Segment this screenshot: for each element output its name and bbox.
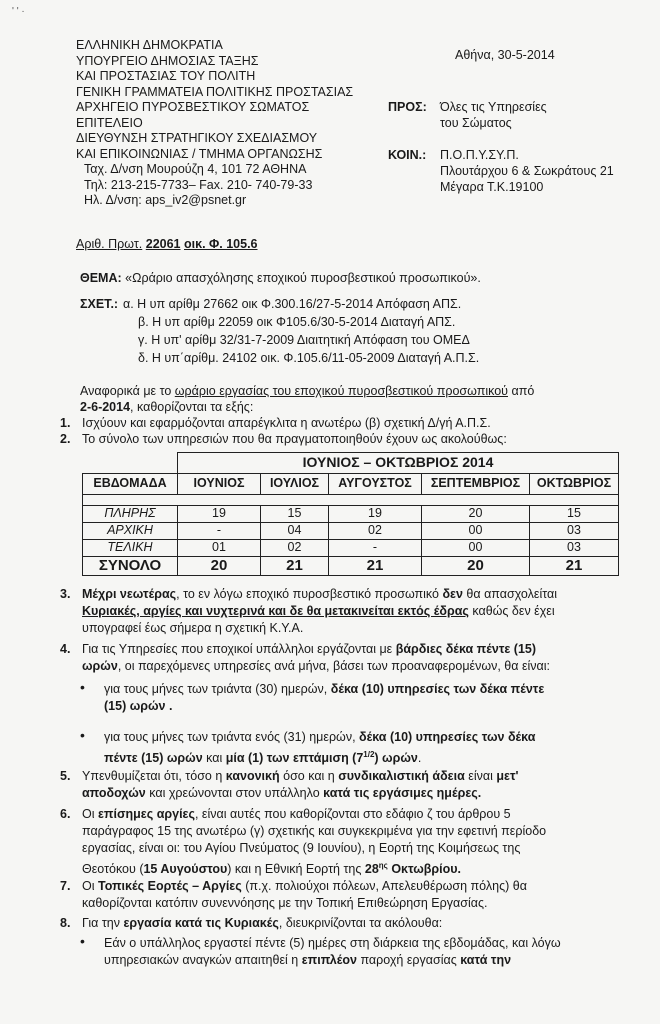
text-run: παροχή εργασίας [360, 953, 457, 967]
pros-line: του Σώματος [440, 116, 512, 130]
related-item: α. Η υπ αρίθμ 27662 οικ Φ.300.16/27-5-2014 Απόφαση ΑΠΣ. [123, 297, 462, 311]
related-label: ΣΧΕΤ.: [80, 297, 119, 311]
month-header: ΑΥΓΟΥΣΤΟΣ [329, 474, 422, 495]
table-cell: - [329, 540, 422, 557]
subject-text: «Ωράριο απασχόλησης εποχικού πυροσβεστικού προσωπικού». [125, 271, 481, 285]
text-run: κατά την [460, 953, 512, 967]
paragraph-line: υπογραφεί έως σήμερα η σχετική Κ.Υ.Α. [82, 621, 304, 635]
subject [80, 271, 481, 287]
text-run: συνδικαλιστική άδεια [338, 769, 465, 783]
text-run: όσο και η [283, 769, 335, 783]
intro-line [80, 400, 253, 416]
table-cell: 19 [329, 506, 422, 523]
paragraph-line: παράγραφος 15 της ανωτέρω (γ) σχετικής και συγκεκριμένα για την εφετινή περίοδο [82, 824, 547, 838]
paragraph-line [82, 858, 461, 878]
text-run: για τους μήνες των τριάντα (30) ημερών, [104, 682, 328, 696]
text-run: είναι [468, 769, 493, 783]
text-run: αποδοχών [82, 786, 146, 800]
text-run: θα απασχολείται [466, 587, 557, 601]
text-run: Οι [82, 807, 95, 821]
paragraph-number: 3. [60, 587, 71, 601]
table-cell: 03 [530, 540, 619, 557]
header-line: ΥΠΟΥΡΓΕΙΟ ΔΗΜΟΣΙΑΣ ΤΑΞΗΣ [76, 53, 259, 68]
paragraph-number: 6. [60, 807, 71, 821]
text-run: δέκα (10) υπηρεσίες των δέκα [359, 730, 536, 744]
bullet-icon: • [80, 727, 85, 743]
email-address: Ηλ. Δ/νση: aps_iv2@psnet.gr [84, 193, 247, 207]
place-date: Αθήνα, 30-5-2014 [455, 48, 555, 62]
text-run: Για τις Υπηρεσίες που εποχικοί υπάλληλοι εργάζονται με [82, 642, 393, 656]
text-run: Θεοτόκου ( [82, 862, 144, 877]
text-run: μία (1) των επτάμιση (7 [225, 751, 364, 766]
total-label: ΣΥΝΟΛΟ [83, 557, 178, 576]
total-cell: 21 [261, 557, 329, 576]
text-run: Κυριακές, αργίες και νυχτερινά και δε θα μετακινείται εκτός έδρας [82, 604, 469, 618]
paragraph-line [104, 730, 535, 746]
header-line: ΓΕΝΙΚΗ ΓΡΑΜΜΑΤΕΙΑ ΠΟΛΙΤΙΚΗΣ ΠΡΟΣΤΑΣΙΑΣ [76, 84, 354, 99]
table-cell: 15 [261, 506, 329, 523]
month-header: ΙΟΥΝΙΟΣ [178, 474, 261, 495]
schedule-table [82, 452, 619, 576]
paragraph-line [82, 604, 555, 620]
text-run: ης [378, 861, 388, 870]
text-run: δεν [442, 587, 463, 601]
phone-fax: Τηλ: 213-215-7733– Fax. 210- 740-79-33 [84, 177, 313, 192]
spacer-row [83, 495, 619, 506]
period-header: ΙΟΥΝΙΟΣ – ΟΚΤΩΒΡΙΟΣ 2014 [178, 453, 619, 474]
paragraph-line [82, 786, 481, 802]
protocol-value: 22061 [145, 237, 181, 251]
text-run: επίσημες αργίες [97, 807, 195, 821]
total-cell: 21 [329, 557, 422, 576]
text-run: Οκτωβρίου. [391, 862, 462, 877]
table-cell: 02 [329, 523, 422, 540]
week-header: ΕΒΔΟΜΑΔΑ [83, 474, 178, 495]
text-run: υπηρεσιακών αναγκών απαιτηθεί η [104, 953, 299, 967]
paragraph-line [82, 659, 550, 675]
paragraph-line [82, 769, 519, 785]
paragraph-line [104, 953, 511, 969]
row-label: ΑΡΧΙΚΗ [83, 523, 178, 540]
subject-label: ΘΕΜΑ: [80, 271, 122, 285]
koin-line: Π.Ο.Π.Υ.ΣΥ.Π. [440, 148, 519, 162]
empty-cell [83, 453, 178, 474]
intro-text: , καθορίζονται τα εξής: [130, 400, 254, 414]
header-line: ΕΛΛΗΝΙΚΗ ΔΗΜΟΚΡΑΤΙΑ [76, 38, 223, 52]
paragraph-number: 7. [60, 879, 71, 893]
paragraph-line [82, 916, 442, 932]
table-cell: 00 [422, 523, 530, 540]
koin-line: Πλουτάρχου 6 & Σωκράτους 21 [440, 164, 614, 178]
intro-text: από [511, 384, 535, 398]
paragraph-line [104, 747, 421, 767]
header-line: ΕΠΙΤΕΛΕΙΟ [76, 115, 143, 130]
paragraph-number: 1. [60, 416, 71, 430]
bullet-icon: • [80, 679, 85, 695]
text-run: 1/2 [363, 750, 375, 759]
paragraph-line [82, 879, 527, 895]
table-cell: 19 [178, 506, 261, 523]
pros-line: Όλες τις Υπηρεσίες [440, 100, 547, 114]
text-run: , είναι αυτές που καθορίζονται στο εδάφιο ζ του άρθρου 5 [194, 807, 511, 821]
paragraph-number: 8. [60, 916, 71, 930]
scan-marks: ' ' · [12, 6, 25, 17]
intro-underlined: ωράριο εργασίας του εποχικού πυροσβεστικού προσωπικού [174, 384, 508, 398]
header-line: ΚΑΙ ΠΡΟΣΤΑΣΙΑΣ ΤΟΥ ΠΟΛΙΤΗ [76, 69, 256, 83]
table-cell: 00 [422, 540, 530, 557]
text-run: μετ' [496, 769, 519, 783]
total-cell: 20 [178, 557, 261, 576]
text-run: για τους μήνες των τριάντα ενός (31) ημερών, [104, 730, 356, 744]
text-run: δέκα (10) υπηρεσίες των δέκα πέντε [330, 682, 545, 696]
text-run: κανονική [225, 769, 280, 783]
bullet-icon: • [80, 933, 85, 949]
paragraph-text: Το σύνολο των υπηρεσιών που θα πραγματοποιηθούν έχουν ως ακολούθως: [82, 432, 507, 446]
text-run: , το εν λόγω εποχικό πυροσβεστικό προσωπικό [176, 587, 439, 601]
paragraph-number: 4. [60, 642, 71, 656]
text-run: , διευκρινίζονται τα ακόλουθα: [278, 916, 443, 930]
protocol-file: οικ. Φ. 105.6 [184, 237, 258, 251]
text-run: . [417, 751, 422, 766]
paragraph-line [82, 807, 511, 823]
paragraph-number: 5. [60, 769, 71, 783]
text-run: Υπενθυμίζεται ότι, τόσο η [82, 769, 223, 783]
paragraph-line: καθορίζονται κατόπιν συνεννόησης με την Τοπική Επιθεώρηση Εργασίας. [82, 896, 488, 910]
text-run: Μέχρι νεωτέρας [82, 587, 177, 601]
text-run: επιπλέον [301, 953, 357, 967]
text-run: βάρδιες δέκα πέντε (15) [395, 642, 537, 656]
row-label: ΤΕΛΙΚΗ [83, 540, 178, 557]
paragraph-line: εργασίας, είναι οι: του Αγίου Πνεύματος (9 Ιουνίου), η Εορτή της Κοιμήσεως της [82, 841, 521, 855]
paragraph-line: Εάν ο υπάλληλος εργαστεί πέντε (5) ημέρες στη διάρκεια της εβδομάδας, και λόγω [104, 936, 561, 950]
row-label: ΠΛΗΡΗΣ [83, 506, 178, 523]
text-run: , οι παρεχόμενες υπηρεσίες ανά μήνα, βάσει των προαναφερομένων, θα είναι: [117, 659, 551, 673]
text-run: ) ωρών [374, 751, 418, 766]
intro-text: Αναφορικά με το [80, 384, 172, 398]
related-item: γ. Η υπ' αρίθμ 32/31-7-2009 Διαιτητική Απόφαση του ΟΜΕΔ [138, 333, 470, 347]
intro-line [80, 384, 534, 400]
text-run: Οι [82, 879, 95, 893]
table-cell: 03 [530, 523, 619, 540]
koin-label: ΚΟΙΝ.: [388, 148, 427, 162]
table-cell: 20 [422, 506, 530, 523]
text-run: και χρεώνονται στον υπάλληλο [149, 786, 320, 800]
month-header: ΙΟΥΛΙΟΣ [261, 474, 329, 495]
header-line: ΔΙΕΥΘΥΝΣΗ ΣΤΡΑΤΗΓΙΚΟΥ ΣΧΕΔΙΑΣΜΟΥ [76, 131, 318, 145]
month-header: ΟΚΤΩΒΡΙΟΣ [530, 474, 619, 495]
text-run: και [206, 751, 223, 766]
text-run: πέντε (15) ωρών [104, 751, 203, 766]
text-run: 28 [364, 862, 379, 877]
table-cell: 15 [530, 506, 619, 523]
paragraph-text: Ισχύουν και εφαρμόζονται απαρέγκλιτα η ανωτέρω (β) σχετική Δ/γή Α.Π.Σ. [82, 416, 491, 430]
table-cell: - [178, 523, 261, 540]
table-cell: 02 [261, 540, 329, 557]
protocol-prefix: Αριθ. Πρωτ. [76, 237, 143, 251]
related-item: β. Η υπ αρίθμ 22059 οικ Φ105.6/30-5-2014 Διαταγή ΑΠΣ. [138, 315, 456, 329]
text-run: (π.χ. πολιούχοι πόλεων, Απελευθέρωση πόλης) θα [245, 879, 527, 893]
start-date: 2-6-2014 [80, 400, 131, 414]
month-header: ΣΕΠΤΕΜΒΡΙΟΣ [422, 474, 530, 495]
header-line: ΑΡΧΗΓΕΙΟ ΠΥΡΟΣΒΕΣΤΙΚΟΥ ΣΩΜΑΤΟΣ [76, 100, 310, 114]
header-line: ΚΑΙ ΕΠΙΚΟΙΝΩΝΙΑΣ / ΤΜΗΜΑ ΟΡΓΑΝΩΣΗΣ [76, 146, 323, 161]
text-run: 15 Αυγούστου [143, 862, 228, 877]
table-cell: 04 [261, 523, 329, 540]
postal-address: Ταχ. Δ/νση Μουρούζη 4, 101 72 ΑΘΗΝΑ [84, 162, 307, 176]
paragraph-number: 2. [60, 432, 71, 446]
paragraph-line: (15) ωρών . [104, 699, 173, 713]
text-run: καθώς δεν έχει [472, 604, 555, 618]
related-item: δ. Η υπ΄αρίθμ. 24102 οικ. Φ.105.6/11-05-2009 Διαταγή Α.Π.Σ. [138, 351, 480, 365]
issuer-header [76, 38, 353, 209]
paragraph-line [104, 682, 544, 698]
text-run: ωρών [82, 659, 118, 673]
protocol-number [76, 237, 258, 253]
total-cell: 21 [530, 557, 619, 576]
paragraph-line [82, 587, 557, 603]
table-cell: 01 [178, 540, 261, 557]
koin-line: Μέγαρα Τ.Κ.19100 [440, 180, 544, 194]
text-run: Για την [82, 916, 120, 930]
total-cell: 20 [422, 557, 530, 576]
pros-label: ΠΡΟΣ: [388, 100, 427, 114]
text-run: ) και η Εθνική Εορτή της [227, 862, 362, 877]
text-run: εργασία κατά τις Κυριακές [123, 916, 279, 930]
text-run: Τοπικές Εορτές – Αργίες [97, 879, 242, 893]
text-run: κατά τις εργάσιμες ημέρες. [323, 786, 482, 800]
paragraph-line [82, 642, 536, 658]
